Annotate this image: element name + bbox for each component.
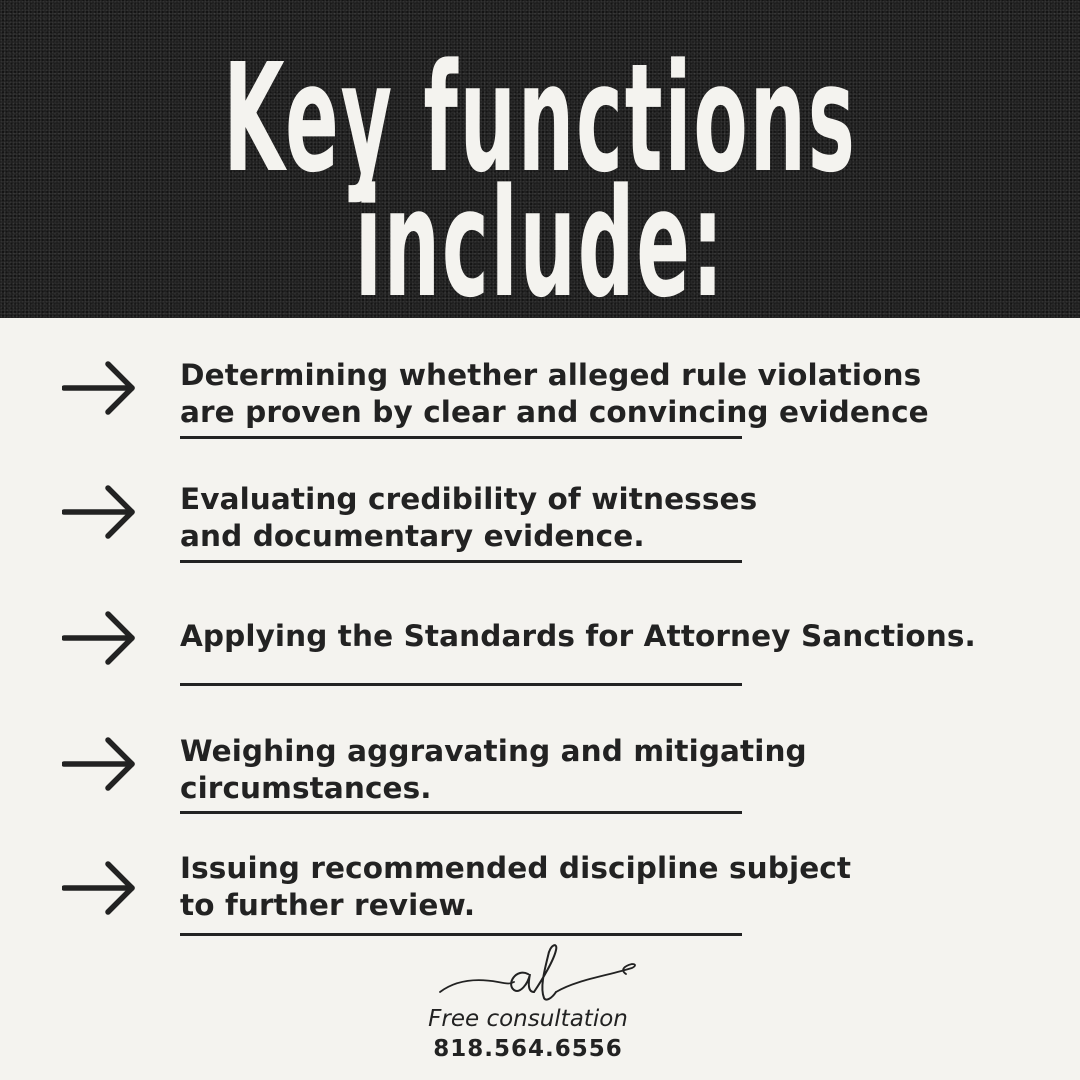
list-item-text: Weighing aggravating and mitigating circumstances. bbox=[180, 734, 807, 805]
divider bbox=[180, 811, 742, 814]
divider bbox=[180, 683, 742, 686]
phone-number: 818.564.6556 bbox=[433, 1036, 623, 1062]
arrow-right-icon bbox=[62, 860, 138, 916]
signature-logo bbox=[436, 940, 640, 1006]
page-title-line-1: Key functions bbox=[223, 30, 857, 206]
divider bbox=[180, 560, 742, 563]
header-banner bbox=[0, 0, 1080, 318]
consultation-label: Free consultation bbox=[428, 1006, 628, 1032]
arrow-right-icon bbox=[62, 610, 138, 666]
arrow-right-icon bbox=[62, 484, 138, 540]
arrow-right-icon bbox=[62, 360, 138, 416]
list-item-text: Evaluating credibility of witnesses and documentary evidence. bbox=[180, 482, 758, 553]
divider bbox=[180, 436, 742, 439]
divider bbox=[180, 933, 742, 936]
list-item-text: Determining whether alleged rule violations are proven by clear and convincing evidence bbox=[180, 358, 929, 429]
page-title-line-2: include: bbox=[354, 155, 726, 318]
list-item-text: Applying the Standards for Attorney Sanctions. bbox=[180, 619, 976, 653]
arrow-right-icon bbox=[62, 736, 138, 792]
list-item-text: Issuing recommended discipline subject to further review. bbox=[180, 851, 852, 922]
